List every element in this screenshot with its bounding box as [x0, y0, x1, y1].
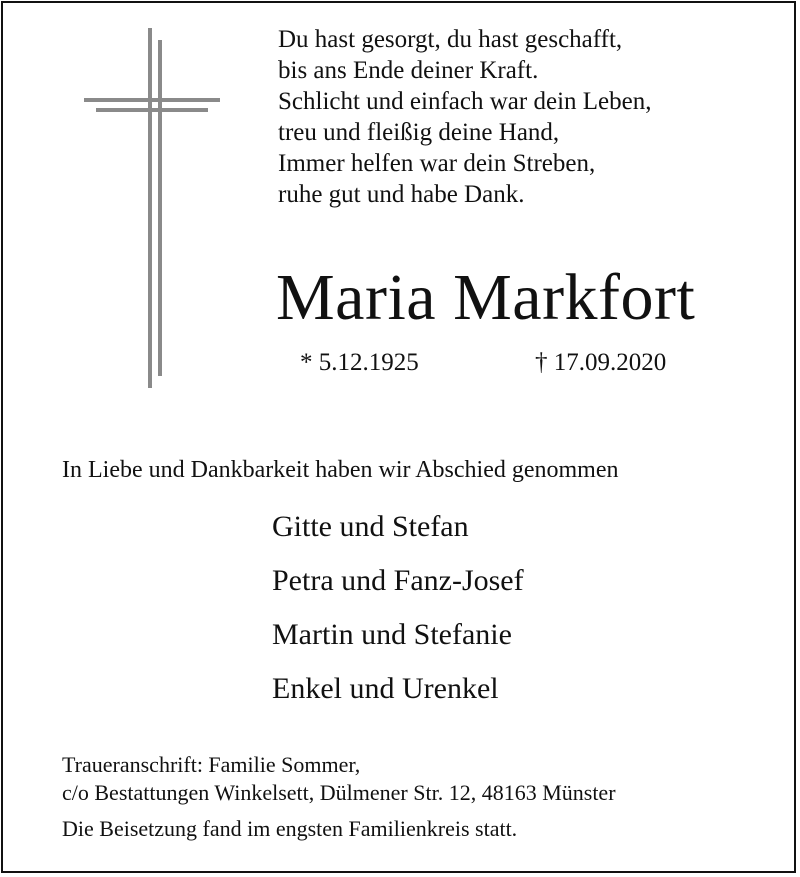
mourner-entry: Enkel und Urenkel	[272, 672, 499, 705]
deceased-name: Maria Markfort	[276, 261, 696, 334]
birth-date: * 5.12.1925	[300, 349, 419, 376]
death-date: † 17.09.2020	[535, 349, 667, 376]
mourning-address-line-2: c/o Bestattungen Winkelsett, Dülmener Str. 12, 48163 Münster	[62, 780, 616, 805]
farewell-intro: In Liebe und Dankbarkeit haben wir Abschied genommen	[62, 457, 619, 483]
poem-line: Immer helfen war dein Streben,	[278, 150, 596, 177]
poem-line: ruhe gut und habe Dank.	[278, 181, 525, 208]
mourner-entry: Martin und Stefanie	[272, 618, 512, 651]
mourner-entry: Gitte und Stefan	[272, 510, 469, 543]
cross-icon	[84, 28, 220, 388]
poem-line: bis ans Ende deiner Kraft.	[278, 57, 539, 84]
poem-line: Schlicht und einfach war dein Leben,	[278, 88, 652, 115]
poem	[278, 24, 651, 210]
footer	[62, 751, 616, 843]
burial-note: Die Beisetzung fand im engsten Familienkreis statt.	[62, 816, 518, 841]
poem-line: treu und fleißig deine Hand,	[278, 119, 560, 146]
poem-line: Du hast gesorgt, du hast geschafft,	[278, 26, 623, 53]
mourning-address-line-1: Traueranschrift: Familie Sommer,	[62, 752, 361, 777]
mourner-entry: Petra und Fanz-Josef	[272, 564, 524, 597]
mourners-list	[272, 500, 524, 716]
